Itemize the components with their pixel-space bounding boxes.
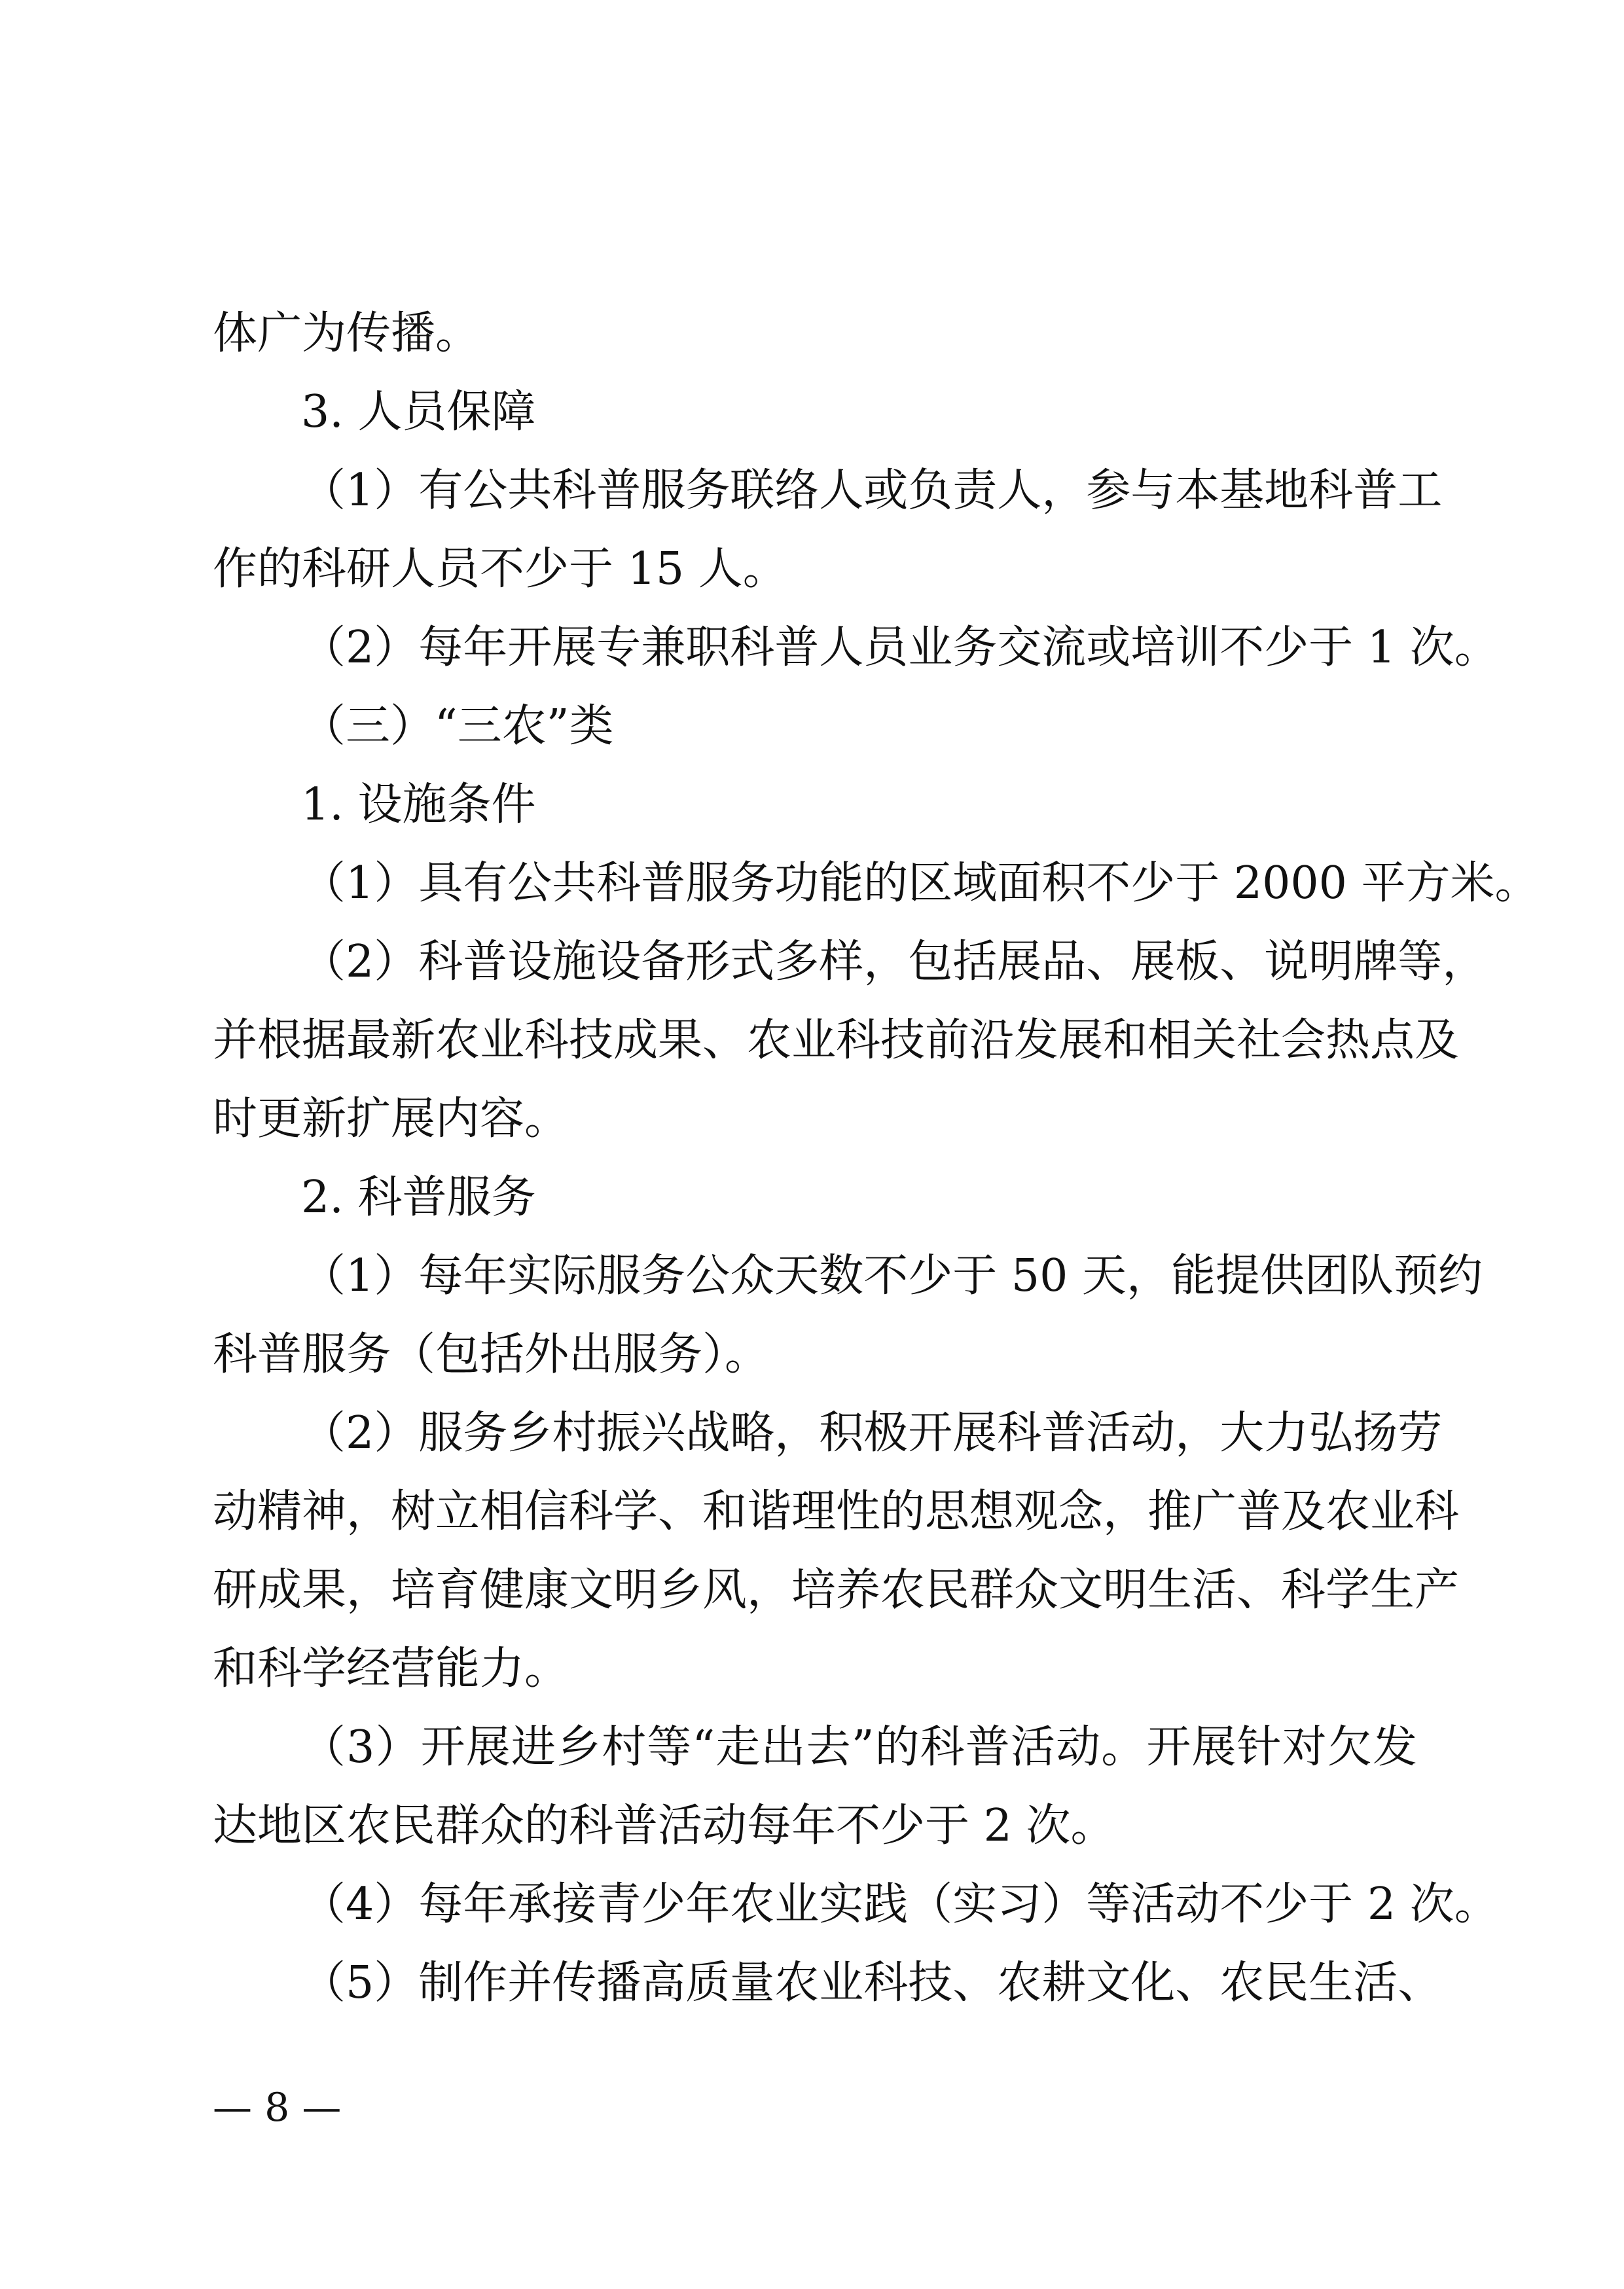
body-line: （2）每年开展专兼职科普人员业务交流或培训不少于 1 次。 bbox=[301, 622, 1499, 674]
section-heading-personnel: 3. 人员保障 bbox=[301, 386, 536, 438]
body-line: （2）服务乡村振兴战略，积极开展科普活动，大力弘扬劳 bbox=[301, 1407, 1443, 1459]
body-line: （4）每年承接青少年农业实践（实习）等活动不少于 2 次。 bbox=[301, 1879, 1499, 1930]
body-line: 达地区农民群众的科普活动每年不少于 2 次。 bbox=[213, 1800, 1115, 1852]
section-heading-sannong: （三）“三农”类 bbox=[301, 700, 614, 752]
body-line: （3）开展进乡村等“走出去”的科普活动。开展针对欠发 bbox=[301, 1721, 1417, 1773]
body-line: 并根据最新农业科技成果、农业科技前沿发展和相关社会热点及 bbox=[213, 1015, 1460, 1066]
page-number: — 8 — bbox=[213, 2085, 342, 2131]
body-line: （1）具有公共科普服务功能的区域面积不少于 2000 平方米。 bbox=[301, 857, 1540, 909]
body-line: （1）有公共科普服务联络人或负责人，参与本基地科普工 bbox=[301, 465, 1443, 516]
section-heading-services: 2. 科普服务 bbox=[301, 1172, 536, 1223]
body-line: 科普服务（包括外出服务）。 bbox=[213, 1329, 770, 1380]
body-line: （5）制作并传播高质量农业科技、农耕文化、农民生活、 bbox=[301, 1957, 1443, 2009]
body-line-continuation: 体广为传播。 bbox=[213, 308, 480, 359]
body-line: 动精神，树立相信科学、和谐理性的思想观念，推广普及农业科 bbox=[213, 1486, 1460, 1538]
body-line: （1）每年实际服务公众天数不少于 50 天，能提供团队预约 bbox=[301, 1250, 1483, 1302]
body-line: 研成果，培育健康文明乡风，培养农民群众文明生活、科学生产 bbox=[213, 1564, 1460, 1616]
body-line: （2）科普设施设备形式多样，包括展品、展板、说明牌等， bbox=[301, 936, 1487, 988]
body-line: 和科学经营能力。 bbox=[213, 1643, 569, 1695]
body-line: 时更新扩展内容。 bbox=[213, 1093, 569, 1145]
body-line: 作的科研人员不少于 15 人。 bbox=[213, 543, 787, 595]
section-heading-facilities: 1. 设施条件 bbox=[301, 779, 536, 831]
